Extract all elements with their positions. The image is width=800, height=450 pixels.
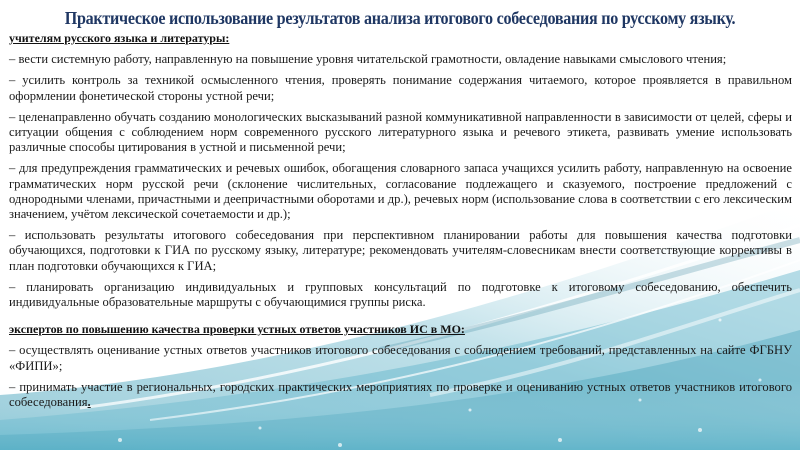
recommendation-item: – для предупреждения грамматических и речевых ошибок, обогащения словарного запаса учащихся усилить работу, направленную на освоение грамматических норм русской речи (склонение числительных, согласование подлежащего и сказуемого, построение предложений с однородными членами, причастными и деепричастными оборотами и др.), речевых норм (использование слова в соответствии с его лексическим значением, учётом лексической сочетаемости и др.); [9,161,792,222]
slide-title: Практическое использование результатов анализа итогового собеседования по русскому языку. [64,8,736,28]
recommendation-item: – использовать результаты итогового собеседования при перспективном планировании работы для повышения качества подготовки обучающихся, подготовки к ГИА по русскому языку, литературе; рекомендовать учителям-словесникам внести соответствующие коррективы в план подготовки обучающихся к ГИА; [9,228,792,273]
recommendation-text: – принимать участие в региональных, городских практических мероприятиях по проверке и оцениванию устных ответов участников итогового собеседования [9,379,792,410]
recommendation-item: – усилить контроль за техникой осмысленного чтения, проверять понимание содержания читаемого, которое проявляется в правильном оформлении фонетической стороны устной речи; [9,73,792,103]
recommendation-item: – вести системную работу, направленную на повышение уровня читательской грамотности, овладение навыками смыслового чтения; [9,52,727,67]
recommendation-item [9,380,792,410]
slide-content [9,31,792,416]
section-heading-experts: экспертов по повышению качества проверки устных ответов участников ИС в МО: [9,322,465,337]
recommendation-item: – осуществлять оценивание устных ответов участников итогового собеседования с соблюдением требований, представленных на сайте ФГБНУ «ФИПИ»; [9,343,792,373]
recommendation-item: – целенаправленно обучать созданию монологических высказываний разной коммуникативной направленности в зависимости от целей, сферы и ситуации общения с соблюдением норм современного русского литературного языка и речевого этикета, развивать умение использовать различные способы цитирования в устной и письменной речи; [9,109,792,155]
recommendation-item: – планировать организацию индивидуальных и групповых консультаций по подготовке к итоговому собеседованию, обеспечить индивидуальные образовательные маршруты с обучающимися группы риска. [9,279,792,310]
trailing-punctuation: . [87,395,91,410]
section-heading-teachers: учителям русского языка и литературы: [9,31,230,45]
